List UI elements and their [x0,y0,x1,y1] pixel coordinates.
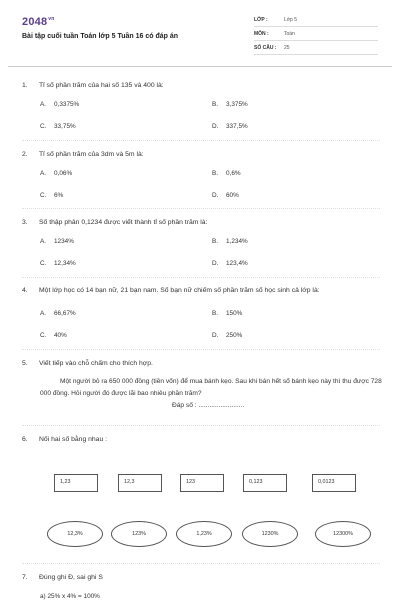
option-text: 60% [226,192,239,199]
q1-option-d[interactable] [212,123,248,130]
question-number: 2. [22,151,28,158]
option-label: D. [212,192,219,199]
option-label: B. [212,310,219,317]
option-text: 150% [226,310,243,317]
option-label: C. [40,123,47,130]
question-divider [22,208,380,209]
option-text: 33,75% [54,123,76,130]
match-oval-4[interactable]: 1230% [242,521,298,547]
question-text: Tỉ số phần trăm của 3dm và 5m là: [39,151,144,158]
header-divider [8,66,392,67]
question-3 [22,219,207,226]
option-text: 0,06% [54,170,73,177]
question-number: 7. [22,574,28,581]
option-label: C. [40,192,47,199]
question-divider [22,140,380,141]
meta-count-row [254,42,378,55]
q1-option-b[interactable] [212,101,248,108]
option-label: B. [212,238,219,245]
question-2 [22,151,144,158]
logo-text: 2048 [22,16,48,28]
question-5 [22,360,153,367]
q1-option-a[interactable] [40,101,79,108]
q3-option-c[interactable] [40,260,76,267]
q4-option-d[interactable] [212,332,242,339]
q2-option-d[interactable] [212,192,239,199]
option-label: D. [212,332,219,339]
option-label: D. [212,123,219,130]
question-6 [22,436,107,443]
question-number: 1. [22,82,28,89]
option-label: A. [40,170,47,177]
option-text: 12,34% [54,260,76,267]
question-divider [22,277,380,278]
option-text: 250% [226,332,243,339]
option-label: C. [40,260,47,267]
q7-item-a: a) 25% x 4% = 100% [40,593,100,600]
q3-option-b[interactable] [212,238,248,245]
site-logo[interactable] [22,16,55,28]
meta-class-key: LỚP : [254,17,268,23]
match-box-4[interactable]: 0,123 [243,474,287,492]
question-divider [22,563,380,564]
q4-option-c[interactable] [40,332,67,339]
q4-option-b[interactable] [212,310,242,317]
question-number: 4. [22,287,28,294]
match-oval-2[interactable]: 123% [111,521,167,547]
q4-option-a[interactable] [40,310,76,317]
q3-option-a[interactable] [40,238,74,245]
option-label: B. [212,170,219,177]
question-text: Một lớp học có 14 bạn nữ, 21 bạn nam. Số bạn nữ chiếm số phần trăm số học sinh cả lớp là: [39,287,320,294]
option-text: 40% [54,332,67,339]
question-divider [22,349,380,350]
question-number: 3. [22,219,28,226]
option-text: 6% [54,192,64,199]
question-text: Đúng ghi Đ, sai ghi S [39,574,103,581]
question-divider [22,425,380,426]
option-text: 0,6% [226,170,241,177]
q3-option-d[interactable] [212,260,248,267]
option-text: 123,4% [226,260,248,267]
option-label: D. [212,260,219,267]
meta-count-key: SỐ CÂU : [254,45,277,51]
option-label: A. [40,310,47,317]
q2-option-c[interactable] [40,192,63,199]
answer-blank[interactable]: Đáp số : ......................... [172,402,245,409]
option-text: 3,375% [226,101,248,108]
match-box-2[interactable]: 12,3 [118,474,162,492]
question-text: Tỉ số phần trăm của hai số 135 và 400 là: [39,82,164,89]
meta-subject-value: Toán [284,31,295,37]
question-7 [22,574,103,581]
option-text: 337,5% [226,123,248,130]
meta-count-value: 25 [284,45,290,51]
question-text: Số thập phân 0,1234 được viết thành tỉ số phần trăm là: [39,219,208,226]
meta-class-row [254,14,378,27]
match-oval-1[interactable]: 12,3% [47,521,103,547]
option-text: 1,234% [226,238,248,245]
q2-option-a[interactable] [40,170,72,177]
match-box-5[interactable]: 0,0123 [312,474,356,492]
question-text: Nối hai số bằng nhau : [39,436,108,443]
question-1 [22,82,164,89]
question-number: 5. [22,360,28,367]
match-box-1[interactable]: 1,23 [54,474,98,492]
page-title: Bài tập cuối tuần Toán lớp 5 Tuần 16 có đáp án [22,33,179,40]
question-text: Viết tiếp vào chỗ chấm cho thích hợp. [39,360,153,367]
option-text: 1234% [54,238,74,245]
match-box-3[interactable]: 123 [180,474,224,492]
meta-subject-row [254,28,378,41]
option-text: 0,3375% [54,101,80,108]
option-label: A. [40,238,47,245]
meta-class-value: Lớp 5 [284,17,298,23]
option-label: B. [212,101,219,108]
match-oval-5[interactable]: 12300% [315,521,371,547]
q1-option-c[interactable] [40,123,76,130]
meta-subject-key: MÔN : [254,31,269,37]
match-oval-3[interactable]: 1,23% [176,521,232,547]
question-4 [22,287,320,294]
q2-option-b[interactable] [212,170,241,177]
question-number: 6. [22,436,28,443]
question-5-paragraph: Một người bỏ ra 650 000 đồng (tiền vốn) để mua bánh kẹo. Sau khi bán hết số bánh kẹo này thì thu được 728 000 đồng. Hỏi người đó được lãi bao nhiêu phần trăm? [40,378,382,397]
option-label: C. [40,332,47,339]
option-text: 66,67% [54,310,76,317]
logo-suffix: vn [48,16,55,23]
option-label: A. [40,101,47,108]
